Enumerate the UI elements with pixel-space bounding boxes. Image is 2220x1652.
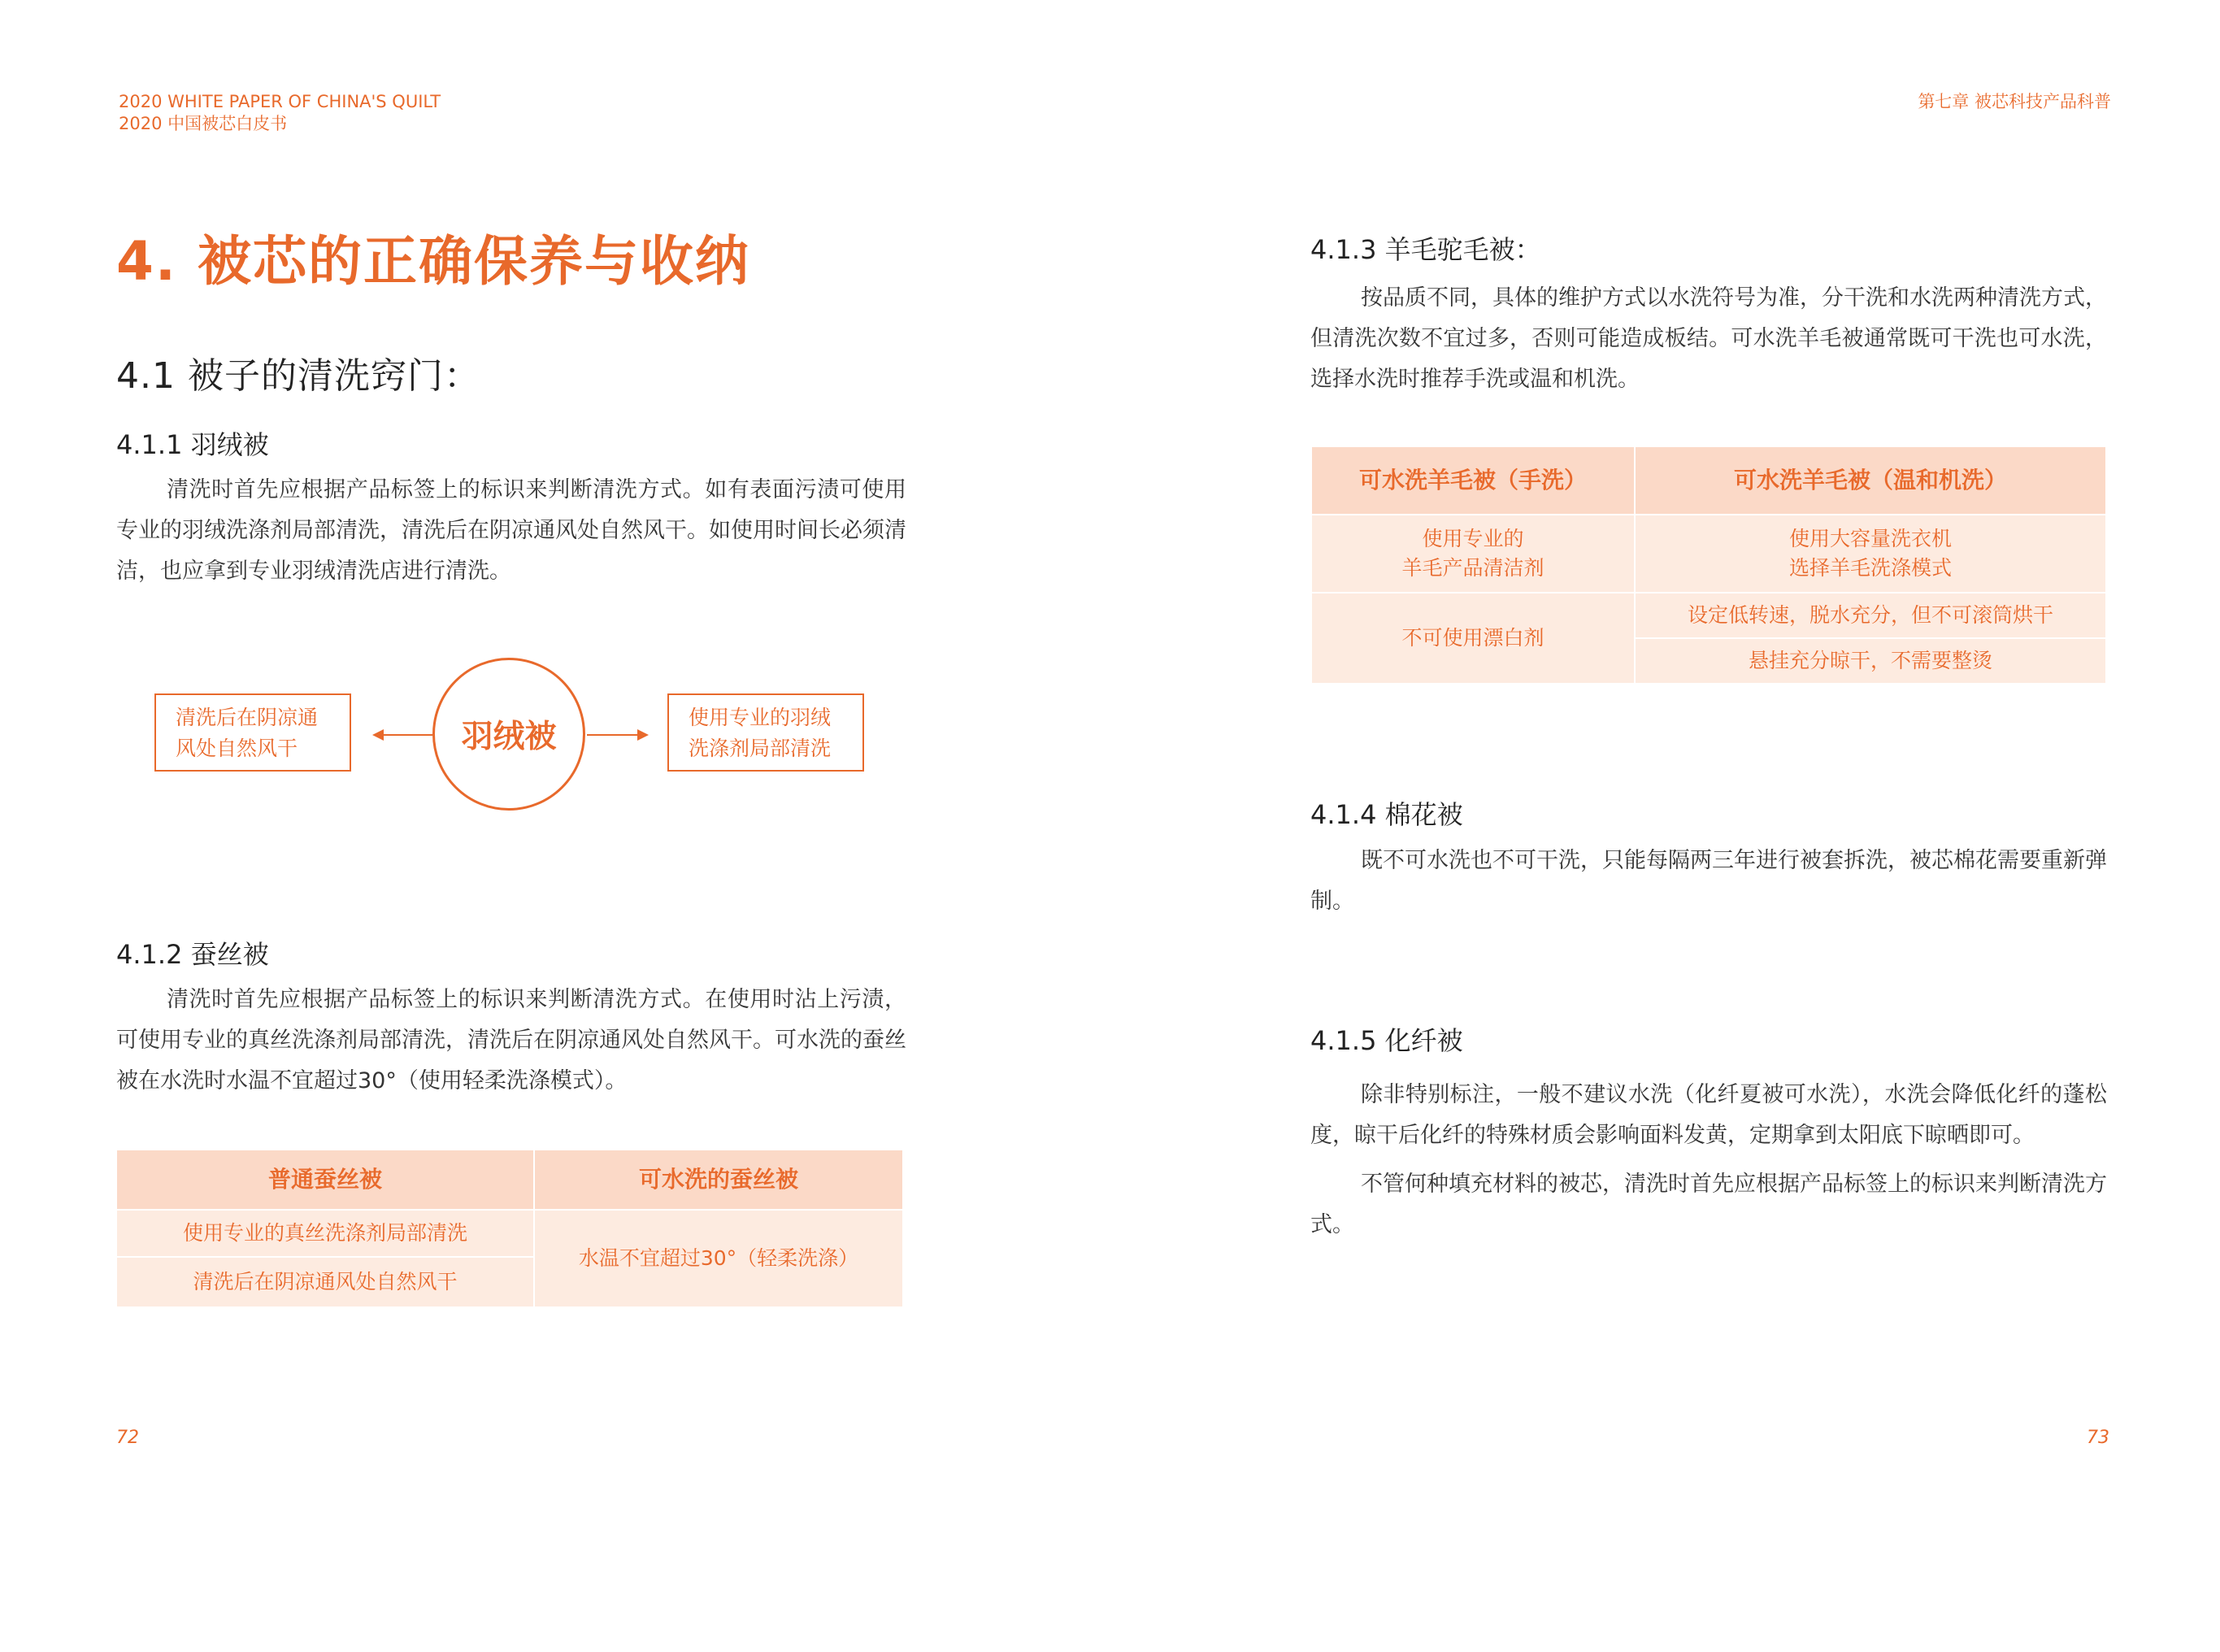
arrow-left-line bbox=[382, 734, 432, 736]
section-heading-4-1: 4.1 被子的清洗窍门： bbox=[116, 355, 480, 397]
section-4-1-5-body bbox=[1310, 1075, 2107, 1246]
table-header: 可水洗羊毛被（温和机洗） bbox=[1635, 446, 2106, 515]
diagram-left-box bbox=[154, 693, 351, 772]
section-4-1-4-body bbox=[1310, 841, 2107, 922]
paragraph: 除非特别标注，一般不建议水洗（化纤夏被可水洗），水洗会降低化纤的蓬松度，晾干后化纤的特殊材质会影响面料发黄，定期拿到太阳底下晾晒即可。 bbox=[1310, 1082, 2107, 1148]
section-4-1-3-body bbox=[1310, 278, 2107, 400]
cell-line: 选择羊毛洗涤模式 bbox=[1788, 556, 1952, 580]
paragraph: 清洗时首先应根据产品标签上的标识来判断清洗方式。在使用时沾上污渍，可使用专业的真丝洗涤剂局部清洗，清洗后在阴凉通风处自然风干。可水洗的蚕丝被在水洗时水温不宜超过30°（使用轻柔洗涤模式）。 bbox=[116, 987, 906, 1093]
paragraph: 清洗时首先应根据产品标签上的标识来判断清洗方式。如有表面污渍可使用专业的羽绒洗涤剂局部清洗，清洗后在阴凉通风处自然风干。如使用时间长必须清洁，也应拿到专业羽绒清洗店进行清洗。 bbox=[116, 477, 906, 584]
table-cell: 设定低转速，脱水充分，但不可滚筒烘干 bbox=[1635, 593, 2106, 638]
section-4-1-2-body bbox=[116, 980, 906, 1102]
heading-4-1-1: 4.1.1 羽绒被 bbox=[116, 429, 269, 460]
paragraph: 按品质不同，具体的维护方式以水洗符号为准，分干洗和水洗两种清洗方式，但清洗次数不宜过多，否则可能造成板结。可水洗羊毛被通常既可干洗也可水洗，选择水洗时推荐手洗或温和机洗。 bbox=[1310, 285, 2107, 392]
diagram-right-line1: 使用专业的羽绒 bbox=[689, 706, 832, 729]
table-cell: 不可使用漂白剂 bbox=[1311, 593, 1635, 684]
diagram-center-label: 羽绒被 bbox=[461, 719, 557, 755]
table-cell: 清洗后在阴凉通风处自然风干 bbox=[116, 1257, 534, 1307]
table-cell bbox=[1635, 515, 2106, 593]
table-header: 可水洗羊毛被（手洗） bbox=[1311, 446, 1635, 515]
arrow-right-line bbox=[587, 734, 639, 736]
header-title-en: 2020 WHITE PAPER OF CHINA'S QUILT bbox=[119, 92, 441, 111]
table-cell: 水温不宜超过30°（轻柔洗涤） bbox=[534, 1210, 903, 1307]
section-4-1-1-body bbox=[116, 470, 906, 592]
table-header: 普通蚕丝被 bbox=[116, 1150, 534, 1210]
silk-quilt-table bbox=[115, 1149, 904, 1308]
header-title-cn: 2020 中国被芯白皮书 bbox=[119, 114, 288, 133]
heading-4-1-3: 4.1.3 羊毛驼毛被： bbox=[1310, 234, 1541, 265]
cell-line: 羊毛产品清洁剂 bbox=[1401, 556, 1544, 580]
table-cell: 悬挂充分晾干，不需要整烫 bbox=[1635, 638, 2106, 684]
table-cell bbox=[1311, 515, 1635, 593]
page-title: 4. 被芯的正确保养与收纳 bbox=[116, 230, 750, 293]
header-left bbox=[119, 91, 441, 135]
cell-line: 使用专业的 bbox=[1422, 527, 1524, 550]
heading-4-1-2: 4.1.2 蚕丝被 bbox=[116, 939, 269, 970]
heading-4-1-4: 4.1.4 棉花被 bbox=[1310, 799, 1463, 830]
diagram-left-line2: 风处自然风干 bbox=[176, 737, 298, 760]
page-number-left: 72 bbox=[116, 1428, 139, 1448]
cell-line: 使用大容量洗衣机 bbox=[1788, 527, 1952, 550]
header-chapter: 第七章 被芯科技产品科普 bbox=[1918, 92, 2111, 111]
diagram-center-circle bbox=[432, 658, 585, 811]
heading-4-1-5: 4.1.5 化纤被 bbox=[1310, 1025, 1463, 1056]
table-cell: 使用专业的真丝洗涤剂局部清洗 bbox=[116, 1210, 534, 1257]
arrow-right-head bbox=[637, 729, 649, 741]
wool-quilt-table bbox=[1310, 446, 2107, 685]
paragraph: 既不可水洗也不可干洗，只能每隔两三年进行被套拆洗，被芯棉花需要重新弹制。 bbox=[1310, 848, 2107, 914]
paragraph: 不管何种填充材料的被芯，清洗时首先应根据产品标签上的标识来判断清洗方式。 bbox=[1310, 1172, 2107, 1237]
table-header: 可水洗的蚕丝被 bbox=[534, 1150, 903, 1210]
diagram-right-box bbox=[667, 693, 864, 772]
page-number-right: 73 bbox=[2087, 1428, 2109, 1448]
diagram-right-line2: 洗涤剂局部清洗 bbox=[689, 737, 832, 760]
diagram-left-line1: 清洗后在阴凉通 bbox=[176, 706, 319, 729]
